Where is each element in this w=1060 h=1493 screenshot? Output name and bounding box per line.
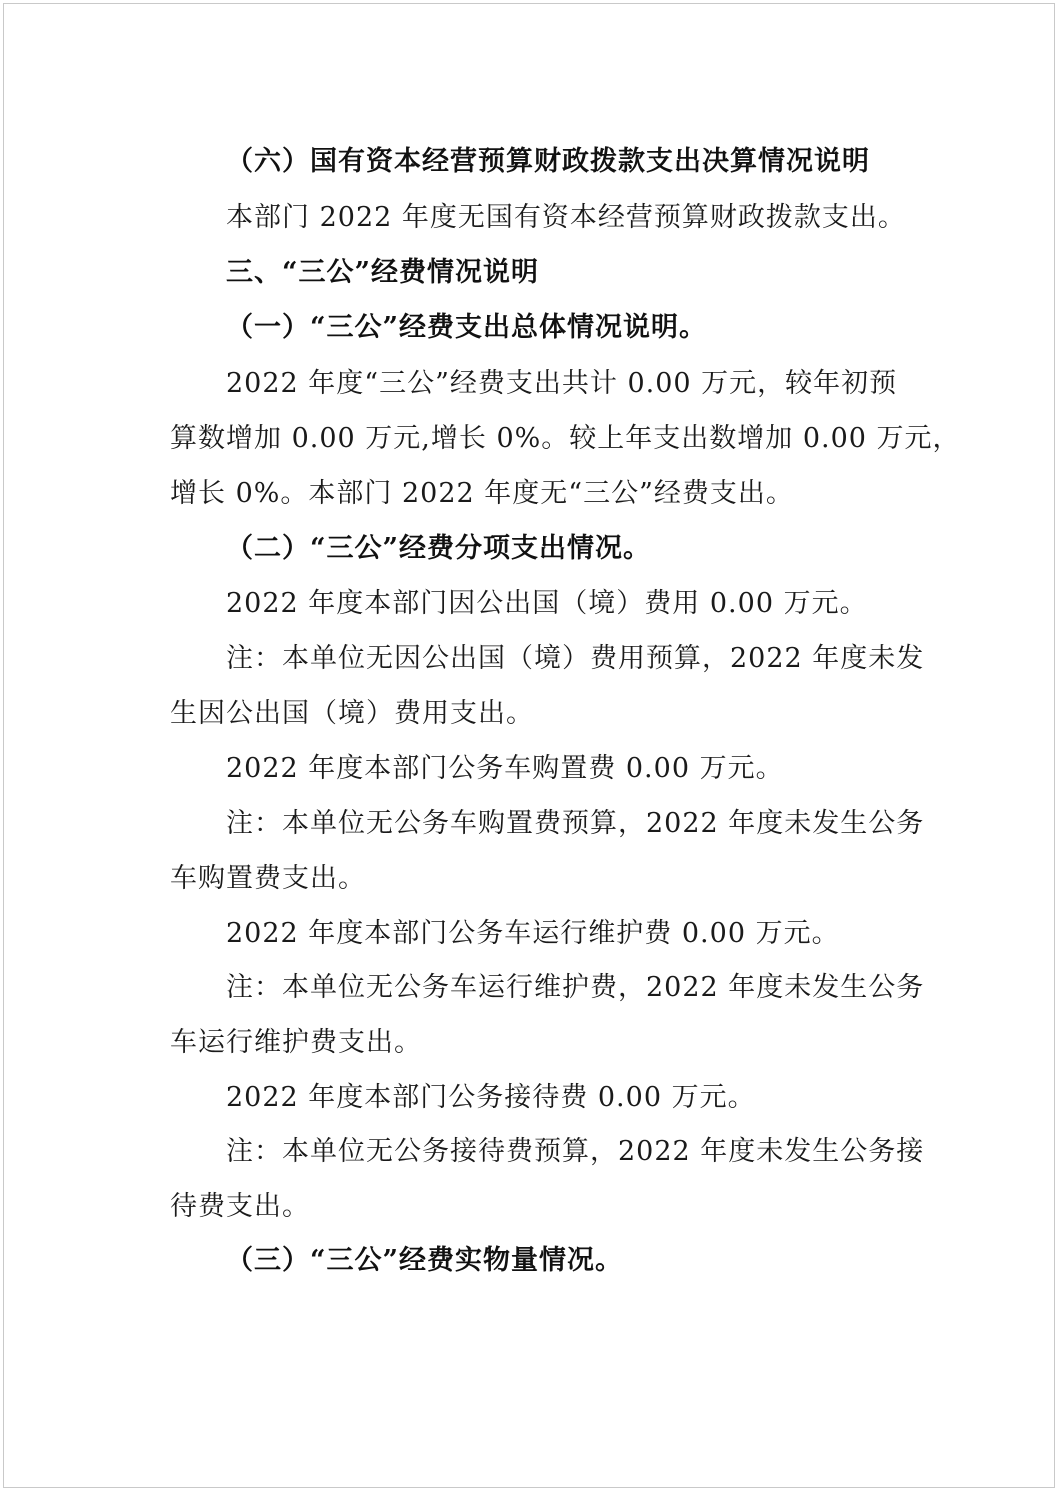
note-line: 注：本单位无公务接待费预算，2022 年度未发生公务接 (226, 1136, 925, 1167)
note-line: 待费支出。 (170, 1191, 310, 1222)
subsection-heading-itemized: （二）“三公”经费分项支出情况。 (226, 533, 652, 564)
document-page (3, 3, 1055, 1488)
section-heading-three-public: 三、“三公”经费情况说明 (226, 257, 540, 288)
note-line: 注：本单位无公务车运行维护费，2022 年度未发生公务 (226, 972, 925, 1003)
note-line: 生因公出国（境）费用支出。 (170, 698, 534, 729)
paragraph-line: 本部门 2022 年度无国有资本经营预算财政拨款支出。 (226, 202, 906, 233)
note-line: 车购置费支出。 (170, 863, 366, 894)
section-heading-state-capital: （六）国有资本经营预算财政拨款支出决算情况说明 (226, 146, 870, 177)
note-line: 车运行维护费支出。 (170, 1027, 422, 1058)
note-line: 注：本单位无公务车购置费预算，2022 年度未发生公务 (226, 808, 925, 839)
paragraph-line: 算数增加 0.00 万元,增长 0%。较上年支出数增加 0.00 万元， (170, 423, 961, 454)
paragraph-line: 2022 年度本部门公务车运行维护费 0.00 万元。 (226, 918, 840, 949)
subsection-heading-physical-quantity: （三）“三公”经费实物量情况。 (226, 1245, 624, 1276)
subsection-heading-overall: （一）“三公”经费支出总体情况说明。 (226, 312, 708, 343)
paragraph-line: 2022 年度“三公”经费支出共计 0.00 万元，较年初预 (226, 368, 898, 399)
note-line: 注：本单位无因公出国（境）费用预算，2022 年度未发 (226, 643, 925, 674)
paragraph-line: 2022 年度本部门因公出国（境）费用 0.00 万元。 (226, 588, 868, 619)
paragraph-line: 增长 0%。本部门 2022 年度无“三公”经费支出。 (170, 478, 794, 509)
paragraph-line: 2022 年度本部门公务车购置费 0.00 万元。 (226, 753, 784, 784)
paragraph-line: 2022 年度本部门公务接待费 0.00 万元。 (226, 1082, 756, 1113)
